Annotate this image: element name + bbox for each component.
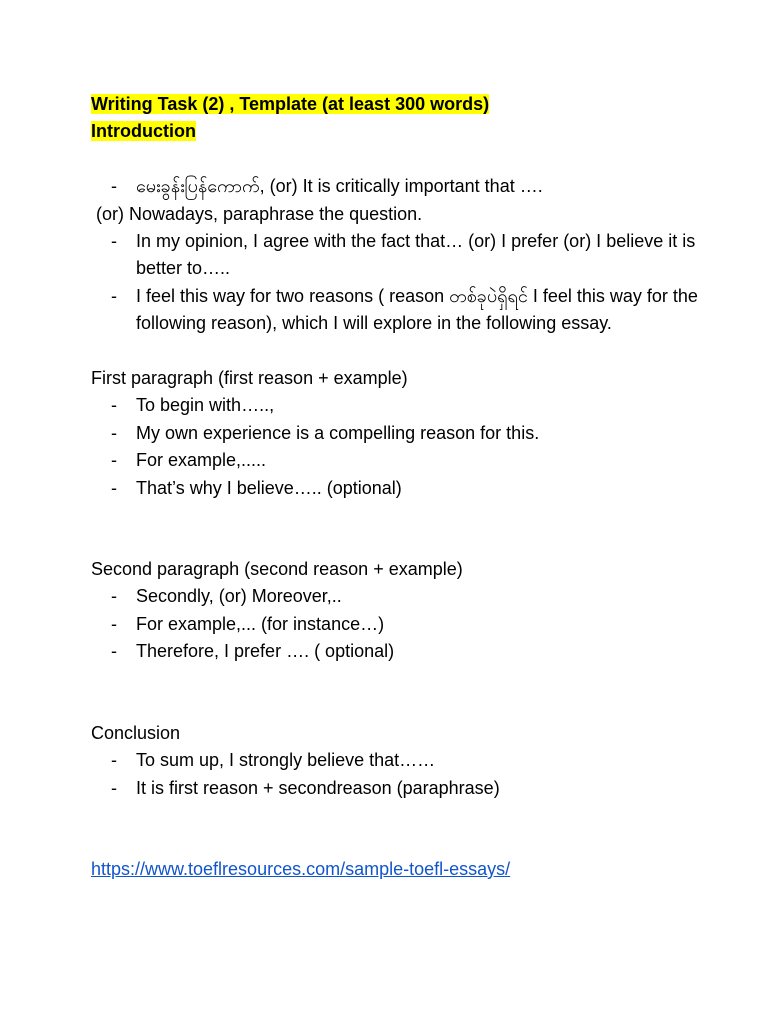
list-item [91,611,711,638]
list-item [91,447,711,474]
title-line [91,91,711,118]
document-page [91,91,711,883]
bullet-dash: - [111,641,117,662]
list-item [91,775,711,802]
link-line [91,856,711,883]
list-item [91,475,711,502]
bullet-dash: - [111,395,117,416]
spacer [91,666,711,720]
document-title: Writing Task (2) , Template (at least 300 words) [91,94,490,114]
list-item [91,392,711,419]
second-paragraph-heading: Second paragraph (second reason + example) [91,559,463,580]
bullet-dash: - [111,450,117,471]
intro-item-1: မေးခွန်းပြန်ကောက်, (or) It is critically important that …. [136,176,543,197]
conclusion-item-2: It is first reason + secondreason (paraphrase) [136,777,500,798]
list-item [91,747,711,774]
bullet-dash: - [111,613,117,634]
first-item-2: My own experience is a compelling reason for this. [136,422,540,443]
list-item [91,583,711,610]
list-item [91,283,711,338]
bullet-dash: - [111,176,117,197]
conclusion-item-1: To sum up, I strongly believe that…… [136,750,436,771]
first-paragraph-heading: First paragraph (first reason + example) [91,368,408,389]
spacer [91,338,711,365]
intro-or-line: (or) Nowadays, paraphrase the question. [96,203,423,224]
bullet-dash: - [111,477,117,498]
introduction-heading: Introduction [91,121,196,142]
bullet-dash: - [111,285,117,306]
list-item [91,420,711,447]
intro-item-2: In my opinion, I agree with the fact that… (or) I prefer (or) I believe it is better to….. [136,231,696,279]
list-item [91,638,711,665]
intro-item-3: I feel this way for two reasons ( reason တစ်ခုပဲရှိရင် I feel this way for the following reason), which I will explore in the following essay. [136,285,698,334]
spacer [91,146,711,173]
first-item-1: To begin with….., [136,395,275,416]
first-item-4: That’s why I believe….. (optional) [136,477,402,498]
conclusion-heading: Conclusion [91,722,181,743]
bullet-dash: - [111,750,117,771]
list-item [91,228,711,283]
first-item-3: For example,..... [136,450,267,471]
bullet-dash: - [111,231,117,252]
bullet-dash: - [111,777,117,798]
list-item [91,173,711,200]
bullet-dash: - [111,422,117,443]
second-item-2: For example,... (for instance…) [136,613,385,634]
spacer [91,502,711,556]
toefl-resources-link[interactable]: https://www.toeflresources.com/sample-toefl-essays/ [91,858,511,879]
subtitle-line [91,118,711,145]
spacer [91,802,711,856]
second-item-1: Secondly, (or) Moreover,.. [136,586,342,607]
bullet-dash: - [111,586,117,607]
second-item-3: Therefore, I prefer …. ( optional) [136,641,395,662]
